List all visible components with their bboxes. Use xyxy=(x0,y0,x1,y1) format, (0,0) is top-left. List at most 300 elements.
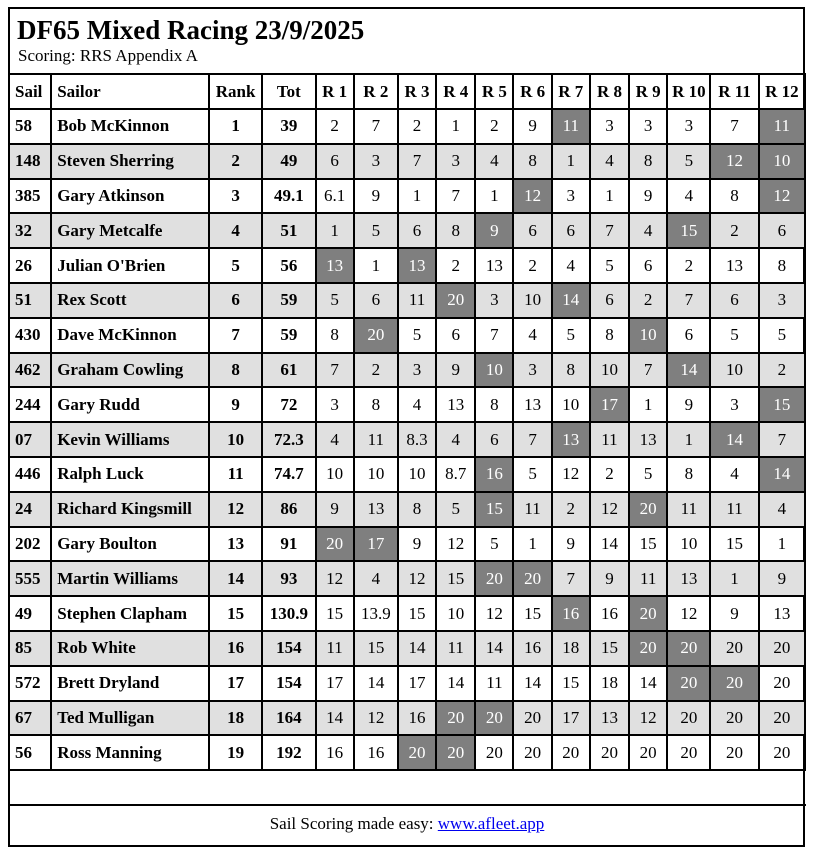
sail-number-cell: 555 xyxy=(9,561,51,596)
race-score-cell: 5 xyxy=(513,457,551,492)
race-score-cell: 4 xyxy=(436,422,475,457)
race-score-cell: 5 xyxy=(667,144,710,179)
total-cell: 51 xyxy=(262,213,315,248)
table-row xyxy=(9,631,805,666)
race-score-cell: 6 xyxy=(667,318,710,353)
sailor-name-cell: Steven Sherring xyxy=(51,144,209,179)
race-score-cell: 4 xyxy=(759,492,805,527)
race-score-cell: 8 xyxy=(398,492,436,527)
race-score-cell: 6 xyxy=(475,422,513,457)
column-header: R 9 xyxy=(629,74,667,109)
total-cell: 59 xyxy=(262,283,315,318)
race-score-cell: 18 xyxy=(590,666,629,701)
race-score-cell: 6 xyxy=(513,213,551,248)
sailor-name-cell: Brett Dryland xyxy=(51,666,209,701)
race-score-cell: 15 xyxy=(316,596,354,631)
race-score-cell: 20 xyxy=(710,701,758,736)
race-score-cell: 1 xyxy=(759,527,805,562)
discarded-race-score-cell: 20 xyxy=(667,631,710,666)
race-score-cell: 9 xyxy=(552,527,590,562)
race-score-cell: 10 xyxy=(513,283,551,318)
race-score-cell: 1 xyxy=(552,144,590,179)
race-score-cell: 12 xyxy=(475,596,513,631)
total-cell: 93 xyxy=(262,561,315,596)
race-score-cell: 8 xyxy=(475,387,513,422)
race-score-cell: 6 xyxy=(759,213,805,248)
race-score-cell: 7 xyxy=(475,318,513,353)
table-row xyxy=(9,109,805,144)
race-score-cell: 2 xyxy=(759,353,805,388)
table-row xyxy=(9,248,805,283)
race-score-cell: 4 xyxy=(590,144,629,179)
race-score-cell: 8 xyxy=(316,318,354,353)
discarded-race-score-cell: 9 xyxy=(475,213,513,248)
race-score-cell: 10 xyxy=(436,596,475,631)
sail-number-cell: 462 xyxy=(9,353,51,388)
race-score-cell: 8.7 xyxy=(436,457,475,492)
race-score-cell: 7 xyxy=(436,179,475,214)
sailor-name-cell: Rex Scott xyxy=(51,283,209,318)
rank-cell: 18 xyxy=(209,701,262,736)
table-row xyxy=(9,596,805,631)
total-cell: 130.9 xyxy=(262,596,315,631)
discarded-race-score-cell: 20 xyxy=(316,527,354,562)
race-score-cell: 7 xyxy=(629,353,667,388)
race-score-cell: 8 xyxy=(513,144,551,179)
race-score-cell: 10 xyxy=(710,353,758,388)
discarded-race-score-cell: 12 xyxy=(710,144,758,179)
discarded-race-score-cell: 20 xyxy=(475,701,513,736)
race-score-cell: 15 xyxy=(552,666,590,701)
race-score-cell: 5 xyxy=(552,318,590,353)
race-score-cell: 4 xyxy=(354,561,398,596)
race-score-cell: 14 xyxy=(436,666,475,701)
race-score-cell: 1 xyxy=(398,179,436,214)
race-score-cell: 6 xyxy=(590,283,629,318)
race-score-cell: 9 xyxy=(629,179,667,214)
race-score-cell: 2 xyxy=(475,109,513,144)
race-score-cell: 10 xyxy=(316,457,354,492)
sail-number-cell: 85 xyxy=(9,631,51,666)
discarded-race-score-cell: 20 xyxy=(629,596,667,631)
discarded-race-score-cell: 20 xyxy=(436,701,475,736)
table-row xyxy=(9,561,805,596)
race-score-cell: 3 xyxy=(629,109,667,144)
rank-cell: 3 xyxy=(209,179,262,214)
race-score-cell: 6 xyxy=(552,213,590,248)
table-row xyxy=(9,422,805,457)
discarded-race-score-cell: 20 xyxy=(436,735,475,770)
race-score-cell: 20 xyxy=(759,666,805,701)
race-score-cell: 9 xyxy=(316,492,354,527)
discarded-race-score-cell: 20 xyxy=(629,631,667,666)
discarded-race-score-cell: 11 xyxy=(552,109,590,144)
race-score-cell: 8 xyxy=(667,457,710,492)
race-score-cell: 12 xyxy=(398,561,436,596)
race-score-cell: 5 xyxy=(354,213,398,248)
race-score-cell: 5 xyxy=(475,527,513,562)
race-score-cell: 14 xyxy=(629,666,667,701)
discarded-race-score-cell: 12 xyxy=(759,179,805,214)
table-row xyxy=(9,735,805,770)
race-score-cell: 12 xyxy=(667,596,710,631)
column-header: R 11 xyxy=(710,74,758,109)
race-score-cell: 9 xyxy=(436,353,475,388)
rank-cell: 10 xyxy=(209,422,262,457)
sail-number-cell: 56 xyxy=(9,735,51,770)
sail-number-cell: 202 xyxy=(9,527,51,562)
race-score-cell: 8 xyxy=(552,353,590,388)
race-score-cell: 20 xyxy=(710,631,758,666)
sailor-name-cell: Gary Boulton xyxy=(51,527,209,562)
discarded-race-score-cell: 13 xyxy=(398,248,436,283)
race-score-cell: 3 xyxy=(590,109,629,144)
race-score-cell: 20 xyxy=(667,701,710,736)
discarded-race-score-cell: 15 xyxy=(667,213,710,248)
sail-number-cell: 572 xyxy=(9,666,51,701)
discarded-race-score-cell: 20 xyxy=(475,561,513,596)
race-score-cell: 3 xyxy=(513,353,551,388)
race-score-cell: 4 xyxy=(667,179,710,214)
rank-cell: 9 xyxy=(209,387,262,422)
race-score-cell: 20 xyxy=(629,735,667,770)
column-header: R 4 xyxy=(436,74,475,109)
table-row xyxy=(9,213,805,248)
discarded-race-score-cell: 20 xyxy=(354,318,398,353)
race-score-cell: 8.3 xyxy=(398,422,436,457)
race-score-cell: 11 xyxy=(436,631,475,666)
race-score-cell: 20 xyxy=(759,735,805,770)
race-score-cell: 2 xyxy=(710,213,758,248)
afleet-link[interactable]: www.afleet.app xyxy=(437,814,545,833)
sail-number-cell: 58 xyxy=(9,109,51,144)
total-cell: 192 xyxy=(262,735,315,770)
race-score-cell: 7 xyxy=(513,422,551,457)
sail-number-cell: 26 xyxy=(9,248,51,283)
column-header: R 1 xyxy=(316,74,354,109)
race-score-cell: 17 xyxy=(398,666,436,701)
race-score-cell: 4 xyxy=(475,144,513,179)
race-score-cell: 5 xyxy=(710,318,758,353)
discarded-race-score-cell: 15 xyxy=(759,387,805,422)
race-score-cell: 3 xyxy=(759,283,805,318)
sailor-name-cell: Gary Rudd xyxy=(51,387,209,422)
race-score-cell: 3 xyxy=(475,283,513,318)
race-score-cell: 17 xyxy=(552,701,590,736)
rank-cell: 16 xyxy=(209,631,262,666)
sail-number-cell: 51 xyxy=(9,283,51,318)
race-score-cell: 10 xyxy=(552,387,590,422)
race-score-cell: 13 xyxy=(475,248,513,283)
discarded-race-score-cell: 13 xyxy=(552,422,590,457)
table-row xyxy=(9,492,805,527)
sailor-name-cell: Julian O'Brien xyxy=(51,248,209,283)
column-header: R 12 xyxy=(759,74,805,109)
total-cell: 86 xyxy=(262,492,315,527)
sailor-name-cell: Graham Cowling xyxy=(51,353,209,388)
race-score-cell: 9 xyxy=(513,109,551,144)
table-row xyxy=(9,353,805,388)
race-score-cell: 7 xyxy=(590,213,629,248)
sail-number-cell: 148 xyxy=(9,144,51,179)
race-score-cell: 6 xyxy=(398,213,436,248)
footer-text: Sail Scoring made easy: xyxy=(269,814,434,833)
race-score-cell: 8 xyxy=(710,179,758,214)
race-score-cell: 12 xyxy=(590,492,629,527)
race-score-cell: 15 xyxy=(710,527,758,562)
race-score-cell: 15 xyxy=(629,527,667,562)
rank-cell: 7 xyxy=(209,318,262,353)
discarded-race-score-cell: 16 xyxy=(552,596,590,631)
discarded-race-score-cell: 17 xyxy=(590,387,629,422)
race-score-cell: 5 xyxy=(629,457,667,492)
sail-number-cell: 430 xyxy=(9,318,51,353)
table-row xyxy=(9,527,805,562)
sail-number-cell: 49 xyxy=(9,596,51,631)
race-score-cell: 4 xyxy=(710,457,758,492)
race-score-cell: 14 xyxy=(398,631,436,666)
sailor-name-cell: Martin Williams xyxy=(51,561,209,596)
sailor-name-cell: Ralph Luck xyxy=(51,457,209,492)
sailor-name-cell: Ross Manning xyxy=(51,735,209,770)
sailor-name-cell: Dave McKinnon xyxy=(51,318,209,353)
sail-number-cell: 385 xyxy=(9,179,51,214)
race-score-cell: 3 xyxy=(398,353,436,388)
race-score-cell: 5 xyxy=(316,283,354,318)
race-score-cell: 6 xyxy=(436,318,475,353)
rank-cell: 12 xyxy=(209,492,262,527)
sail-number-cell: 244 xyxy=(9,387,51,422)
race-score-cell: 2 xyxy=(552,492,590,527)
race-score-cell: 12 xyxy=(629,701,667,736)
race-score-cell: 14 xyxy=(513,666,551,701)
race-score-cell: 8 xyxy=(629,144,667,179)
race-score-cell: 11 xyxy=(316,631,354,666)
race-score-cell: 9 xyxy=(667,387,710,422)
race-score-cell: 11 xyxy=(710,492,758,527)
page-title: DF65 Mixed Racing 23/9/2025 xyxy=(17,15,365,45)
race-score-cell: 2 xyxy=(513,248,551,283)
table-row xyxy=(9,701,805,736)
sailor-name-cell: Kevin Williams xyxy=(51,422,209,457)
discarded-race-score-cell: 12 xyxy=(513,179,551,214)
rank-cell: 1 xyxy=(209,109,262,144)
table-row xyxy=(9,283,805,318)
rank-cell: 2 xyxy=(209,144,262,179)
race-score-cell: 16 xyxy=(398,701,436,736)
column-header: Sail xyxy=(9,74,51,109)
sail-number-cell: 67 xyxy=(9,701,51,736)
race-score-cell: 8 xyxy=(590,318,629,353)
table-row xyxy=(9,666,805,701)
total-cell: 74.7 xyxy=(262,457,315,492)
total-cell: 154 xyxy=(262,666,315,701)
column-header: R 6 xyxy=(513,74,551,109)
race-score-cell: 6 xyxy=(354,283,398,318)
race-score-cell: 14 xyxy=(590,527,629,562)
race-score-cell: 5 xyxy=(590,248,629,283)
sailor-name-cell: Richard Kingsmill xyxy=(51,492,209,527)
race-score-cell: 15 xyxy=(590,631,629,666)
race-score-cell: 20 xyxy=(667,735,710,770)
race-score-cell: 5 xyxy=(398,318,436,353)
discarded-race-score-cell: 13 xyxy=(316,248,354,283)
column-header: Rank xyxy=(209,74,262,109)
discarded-race-score-cell: 20 xyxy=(710,666,758,701)
race-score-cell: 2 xyxy=(316,109,354,144)
race-score-cell: 9 xyxy=(710,596,758,631)
discarded-race-score-cell: 10 xyxy=(475,353,513,388)
race-score-cell: 20 xyxy=(759,631,805,666)
race-score-cell: 9 xyxy=(590,561,629,596)
rank-cell: 13 xyxy=(209,527,262,562)
race-score-cell: 3 xyxy=(552,179,590,214)
race-score-cell: 16 xyxy=(354,735,398,770)
race-score-cell: 7 xyxy=(552,561,590,596)
race-score-cell: 6 xyxy=(316,144,354,179)
race-score-cell: 3 xyxy=(436,144,475,179)
race-score-cell: 12 xyxy=(436,527,475,562)
race-score-cell: 6.1 xyxy=(316,179,354,214)
total-cell: 91 xyxy=(262,527,315,562)
race-score-cell: 13 xyxy=(629,422,667,457)
sail-number-cell: 24 xyxy=(9,492,51,527)
race-score-cell: 8 xyxy=(436,213,475,248)
race-score-cell: 2 xyxy=(354,353,398,388)
race-score-cell: 7 xyxy=(354,109,398,144)
race-score-cell: 20 xyxy=(590,735,629,770)
race-score-cell: 3 xyxy=(710,387,758,422)
sailor-name-cell: Gary Metcalfe xyxy=(51,213,209,248)
discarded-race-score-cell: 17 xyxy=(354,527,398,562)
race-score-cell: 1 xyxy=(629,387,667,422)
discarded-race-score-cell: 20 xyxy=(667,666,710,701)
race-score-cell: 2 xyxy=(436,248,475,283)
column-header: R 7 xyxy=(552,74,590,109)
sailor-name-cell: Ted Mulligan xyxy=(51,701,209,736)
race-score-cell: 12 xyxy=(354,701,398,736)
race-score-cell: 7 xyxy=(667,283,710,318)
race-score-cell: 1 xyxy=(354,248,398,283)
rank-cell: 15 xyxy=(209,596,262,631)
race-score-cell: 1 xyxy=(436,109,475,144)
race-score-cell: 18 xyxy=(552,631,590,666)
rank-cell: 8 xyxy=(209,353,262,388)
discarded-race-score-cell: 16 xyxy=(475,457,513,492)
race-score-cell: 16 xyxy=(590,596,629,631)
race-score-cell: 3 xyxy=(316,387,354,422)
race-score-cell: 2 xyxy=(590,457,629,492)
discarded-race-score-cell: 20 xyxy=(513,561,551,596)
race-score-cell: 4 xyxy=(552,248,590,283)
total-cell: 49 xyxy=(262,144,315,179)
discarded-race-score-cell: 14 xyxy=(667,353,710,388)
total-cell: 164 xyxy=(262,701,315,736)
total-cell: 59 xyxy=(262,318,315,353)
race-score-cell: 11 xyxy=(667,492,710,527)
race-score-cell: 13.9 xyxy=(354,596,398,631)
total-cell: 72 xyxy=(262,387,315,422)
column-header: Tot xyxy=(262,74,315,109)
race-score-cell: 1 xyxy=(475,179,513,214)
total-cell: 49.1 xyxy=(262,179,315,214)
race-score-cell: 13 xyxy=(710,248,758,283)
table-row xyxy=(9,318,805,353)
total-cell: 72.3 xyxy=(262,422,315,457)
discarded-race-score-cell: 11 xyxy=(759,109,805,144)
discarded-race-score-cell: 20 xyxy=(398,735,436,770)
table-row xyxy=(9,144,805,179)
race-score-cell: 7 xyxy=(759,422,805,457)
race-score-cell: 17 xyxy=(316,666,354,701)
race-score-cell: 4 xyxy=(316,422,354,457)
race-score-cell: 11 xyxy=(354,422,398,457)
race-score-cell: 4 xyxy=(629,213,667,248)
sailor-name-cell: Bob McKinnon xyxy=(51,109,209,144)
sail-number-cell: 32 xyxy=(9,213,51,248)
race-score-cell: 20 xyxy=(513,735,551,770)
race-score-cell: 3 xyxy=(354,144,398,179)
discarded-race-score-cell: 10 xyxy=(759,144,805,179)
race-score-cell: 1 xyxy=(590,179,629,214)
page-subtitle: Scoring: RRS Appendix A xyxy=(18,46,198,65)
rank-cell: 6 xyxy=(209,283,262,318)
race-score-cell: 11 xyxy=(475,666,513,701)
race-score-cell: 9 xyxy=(759,561,805,596)
discarded-race-score-cell: 14 xyxy=(759,457,805,492)
race-score-cell: 11 xyxy=(513,492,551,527)
race-score-cell: 10 xyxy=(354,457,398,492)
race-score-cell: 4 xyxy=(398,387,436,422)
total-cell: 154 xyxy=(262,631,315,666)
race-score-cell: 10 xyxy=(590,353,629,388)
race-score-cell: 13 xyxy=(513,387,551,422)
race-score-cell: 14 xyxy=(316,701,354,736)
race-score-cell: 20 xyxy=(759,701,805,736)
rank-cell: 17 xyxy=(209,666,262,701)
table-row xyxy=(9,457,805,492)
race-score-cell: 9 xyxy=(354,179,398,214)
race-score-cell: 12 xyxy=(316,561,354,596)
race-score-cell: 20 xyxy=(475,735,513,770)
race-score-cell: 1 xyxy=(710,561,758,596)
table-row xyxy=(9,179,805,214)
race-score-cell: 7 xyxy=(316,353,354,388)
discarded-race-score-cell: 14 xyxy=(552,283,590,318)
race-score-cell: 7 xyxy=(710,109,758,144)
results-table xyxy=(8,73,806,771)
race-score-cell: 13 xyxy=(759,596,805,631)
column-header: Sailor xyxy=(51,74,209,109)
race-score-cell: 1 xyxy=(513,527,551,562)
race-score-cell: 15 xyxy=(354,631,398,666)
race-score-cell: 12 xyxy=(552,457,590,492)
race-score-cell: 1 xyxy=(316,213,354,248)
header-row xyxy=(9,74,805,109)
race-score-cell: 14 xyxy=(354,666,398,701)
race-score-cell: 5 xyxy=(436,492,475,527)
race-score-cell: 16 xyxy=(316,735,354,770)
race-score-cell: 20 xyxy=(710,735,758,770)
table-row xyxy=(9,387,805,422)
discarded-race-score-cell: 14 xyxy=(710,422,758,457)
race-score-cell: 16 xyxy=(513,631,551,666)
race-score-cell: 15 xyxy=(398,596,436,631)
race-score-cell: 11 xyxy=(629,561,667,596)
race-score-cell: 6 xyxy=(710,283,758,318)
discarded-race-score-cell: 10 xyxy=(629,318,667,353)
race-score-cell: 14 xyxy=(475,631,513,666)
